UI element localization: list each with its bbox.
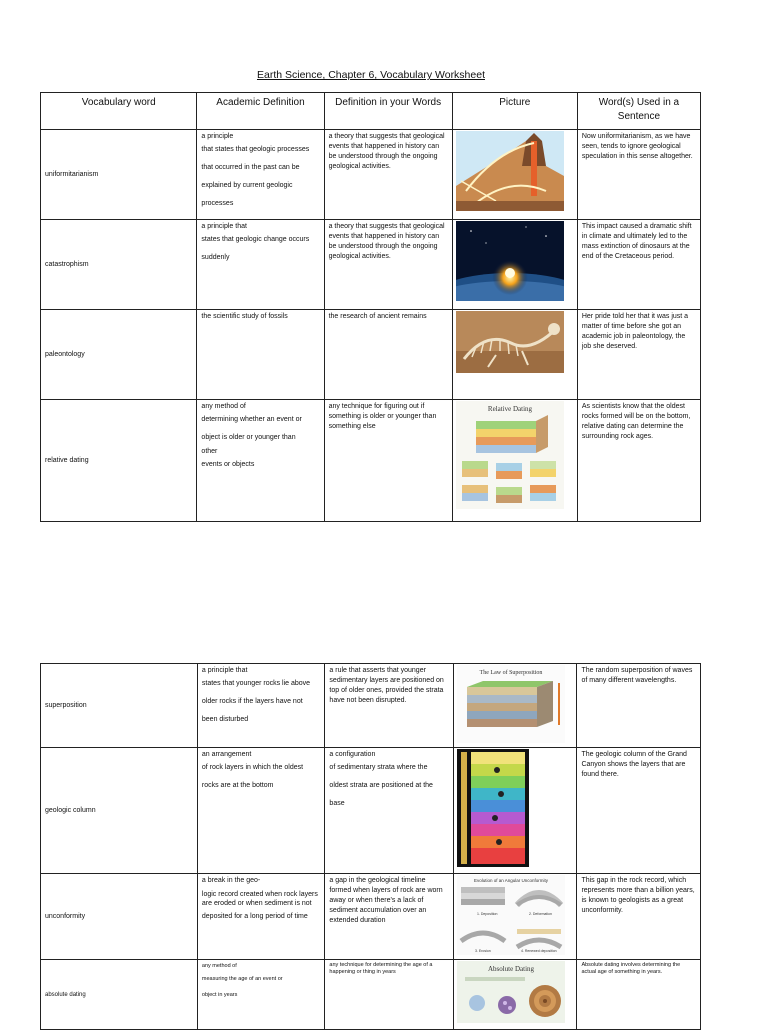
vocabulary-table-page1 (40, 92, 701, 522)
picture-cell (452, 400, 577, 522)
academic-definition: a principle that states that geologic change occurs suddenly (197, 220, 324, 310)
vocab-word: paleontology (41, 310, 197, 400)
academic-definition: the scientific study of fossils (197, 310, 324, 400)
superposition-diagram-icon (457, 665, 565, 743)
svg-text:The Law of Superposition: The Law of Superposition (479, 670, 543, 676)
picture-cell (452, 310, 577, 400)
sentence: The geologic column of the Grand Canyon shows the layers that are found there. (577, 748, 701, 874)
picture-cell (453, 748, 576, 874)
vocab-word: uniformitarianism (41, 130, 197, 220)
table-row (41, 220, 701, 310)
picture-cell (453, 664, 576, 748)
sentence: As scientists know that the oldest rocks formed will be on the bottom, relative dating can determine the surrounding rock ages. (577, 400, 700, 522)
own-definition: a theory that suggests that geological events that happened in history can be understood through the ongoing geological activities. (324, 220, 452, 310)
header-academic-definition: Academic Definition (197, 93, 324, 130)
vocab-word: relative dating (41, 400, 197, 522)
header-picture: Picture (452, 93, 577, 130)
own-definition: a configuration of sedimentary strata where the oldest strata are positioned at the base (325, 748, 454, 874)
vocab-word: geologic column (41, 748, 198, 874)
sentence: The random superposition of waves of many different wavelengths. (577, 664, 701, 748)
vocab-word: absolute dating (41, 960, 198, 1030)
svg-text:2. Deformation: 2. Deformation (528, 912, 552, 916)
header-sentence: Word(s) Used in a Sentence (577, 93, 700, 130)
own-definition: a theory that suggests that geological events that happened in history can be understood through the ongoing geological activities. (324, 130, 452, 220)
svg-text:Absolute Dating: Absolute Dating (487, 965, 535, 973)
academic-definition: a principle that states that younger rocks lie above older rocks if the layers have not been disturbed (197, 664, 325, 748)
own-definition: a rule that asserts that younger sedimentary layers are positioned on top of older ones, provided the strata have not been disrupted. (325, 664, 454, 748)
svg-text:Evolution of an Angular Unconf: Evolution of an Angular Unconformity (473, 878, 548, 883)
table-row (41, 310, 701, 400)
academic-definition: a principle that states that geologic processes that occurred in the past can be explained by current geologic processes (197, 130, 324, 220)
academic-definition: a break in the geo- logic record created when rock layers are eroded or when sediment is not deposited for a long period of time (197, 874, 325, 960)
picture-cell (453, 874, 576, 960)
academic-definition: any method of measuring the age of an event or object in years (197, 960, 325, 1030)
svg-text:4. Renewed deposition: 4. Renewed deposition (520, 949, 557, 953)
rock-cycle-icon (456, 131, 564, 211)
own-definition: the research of ancient remains (324, 310, 452, 400)
picture-cell (452, 220, 577, 310)
angular-unconformity-diagram-icon (457, 875, 565, 955)
asteroid-impact-icon (456, 221, 564, 301)
table-row (41, 400, 701, 522)
table-row (41, 664, 701, 748)
svg-text:1. Deposition: 1. Deposition (476, 912, 498, 916)
picture-cell (453, 960, 576, 1030)
header-vocabulary-word: Vocabulary word (41, 93, 197, 130)
sentence: This impact caused a dramatic shift in climate and ultimately led to the mass extinction of dinosaurs at the end of the Cretaceous period. (577, 220, 700, 310)
header-row (41, 93, 701, 130)
fossil-icon (456, 311, 564, 373)
worksheet-title: Earth Science, Chapter 6, Vocabulary Worksheet (256, 69, 485, 81)
picture-cell (452, 130, 577, 220)
academic-definition: any method of determining whether an event or object is older or younger than other events or objects (197, 400, 324, 522)
table-row (41, 130, 701, 220)
geologic-column-chart-icon (457, 749, 529, 867)
academic-definition: an arrangement of rock layers in which the oldest rocks are at the bottom (197, 748, 325, 874)
absolute-dating-diagram-icon (457, 961, 565, 1023)
vocabulary-table-page2 (40, 663, 701, 1030)
own-definition: a gap in the geological timeline formed when layers of rock are worn away or when there's a lack of sediment accumulation over an extended duration (325, 874, 454, 960)
sentence: Now uniformitarianism, as we have seen, tends to ignore geological speculation in this sense altogether. (577, 130, 700, 220)
sentence: This gap in the rock record, which represents more than a billion years, is known to geologists as a great unconformity. (577, 874, 701, 960)
svg-text:Relative Dating: Relative Dating (487, 405, 532, 413)
vocab-word: catastrophism (41, 220, 197, 310)
vocab-word: unconformity (41, 874, 198, 960)
table-row (41, 748, 701, 874)
header-own-definition: Definition in your Words (324, 93, 452, 130)
svg-text:3. Erosion: 3. Erosion (474, 949, 491, 953)
sentence: Her pride told her that it was just a matter of time before she got an academic job in paleontology, the job she deserved. (577, 310, 700, 400)
relative-dating-diagram-icon (456, 401, 564, 509)
table-row (41, 960, 701, 1030)
own-definition: any technique for figuring out if something is older or younger than something else (324, 400, 452, 522)
own-definition: any technique for determining the age of a happening or thing in years (325, 960, 454, 1030)
vocab-word: superposition (41, 664, 198, 748)
table-row (41, 874, 701, 960)
sentence: Absolute dating involves determining the actual age of something in years. (577, 960, 701, 1030)
